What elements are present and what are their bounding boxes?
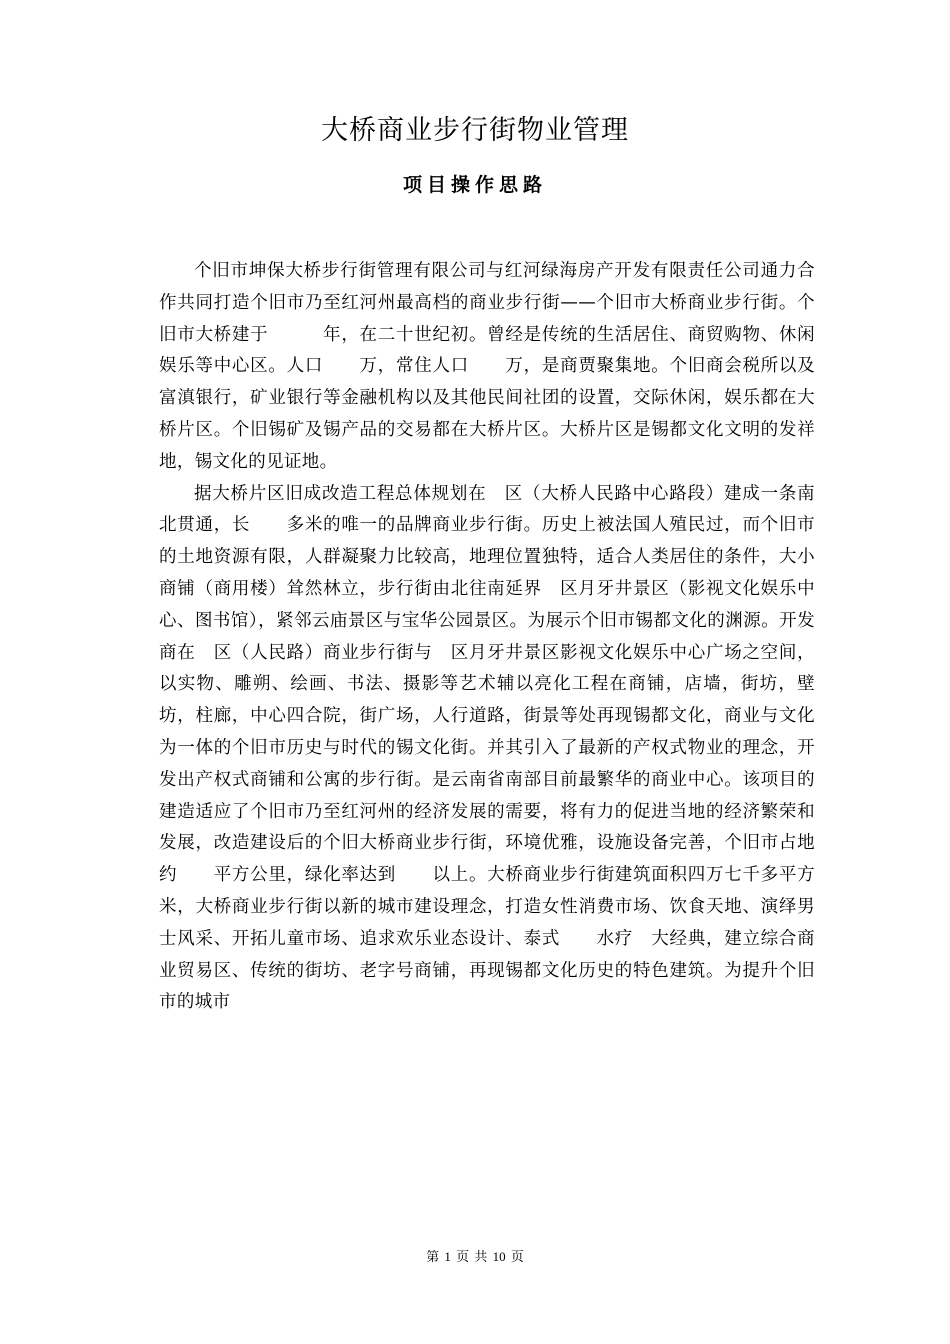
document-title: 大桥商业步行街物业管理 (321, 115, 629, 146)
document-subtitle: 项目操作思路 (402, 174, 547, 196)
page-footer: 第 1 页 共 10 页 (426, 1249, 524, 1264)
paragraph: 据大桥片区旧成改造工程总体规划在 区（大桥人民路中心路段）建成一条南北贯通，长 多米的唯一的品牌商业步行街。历史上被法国人殖民过，而个旧市的土地资源有限，人群凝聚力比较高，地理位置独特，适合人类居住的条件，大小商铺（商用楼）耸然林立，步行街由北往南延界 区月牙井景区（影视文化娱乐中心、图书馆），紧邻云庙景区与宝华公园景区。为展示个旧市锡都文化的渊源。开发商在 区（人民路）商业步行街与 区月牙井景区影视文化娱乐中心广场之空间，以实物、雕朔、绘画、书法、摄影等艺术辅以亮化工程在商铺，店墙，街坊，壁坊，柱廊，中心四合院，街广场，人行道路，街景等处再现锡都文化，商业与文化为一体的个旧市历史与时代的锡文化街。并其引入了最新的产权式物业的理念，开发出产权式商铺和公寓的步行街。是云南省南部目前最繁华的商业中心。该项目的建造适应了个旧市乃至红河州的经济发展的需要，将有力的促进当地的经济繁荣和发展，改造建设后的个旧大桥商业步行街，环境优雅，设施设备完善，个旧市占地约 平方公里，绿化率达到 以上。大桥商业步行街建筑面积四万七千多平方米，大桥商业步行街以新的城市建设理念，打造女性消费市场、饮食天地、演绎男士风采、开拓儿童市场、追求欢乐业态设计、泰式 水疗 大经典，建立综合商业贸易区、传统的街坊、老字号商铺，再现锡都文化历史的特色建筑。为提升个旧市的城市 (159, 483, 815, 1013)
document-body (159, 256, 815, 1019)
paragraph: 个旧市坤保大桥步行街管理有限公司与红河绿海房产开发有限责任公司通力合作共同打造个旧市乃至红河州最高档的商业步行街——个旧市大桥商业步行街。个旧市大桥建于 年，在二十世纪初。曾经是传统的生活居住、商贸购物、休闲娱乐等中心区。人口 万，常住人口 万，是商贾聚集地。个旧商会税所以及富滇银行，矿业银行等金融机构以及其他民间社团的设置，交际休闲，娱乐都在大桥片区。个旧锡矿及锡产品的交易都在大桥片区。大桥片区是锡都文化文明的发祥地，锡文化的见证地。 (159, 261, 815, 472)
